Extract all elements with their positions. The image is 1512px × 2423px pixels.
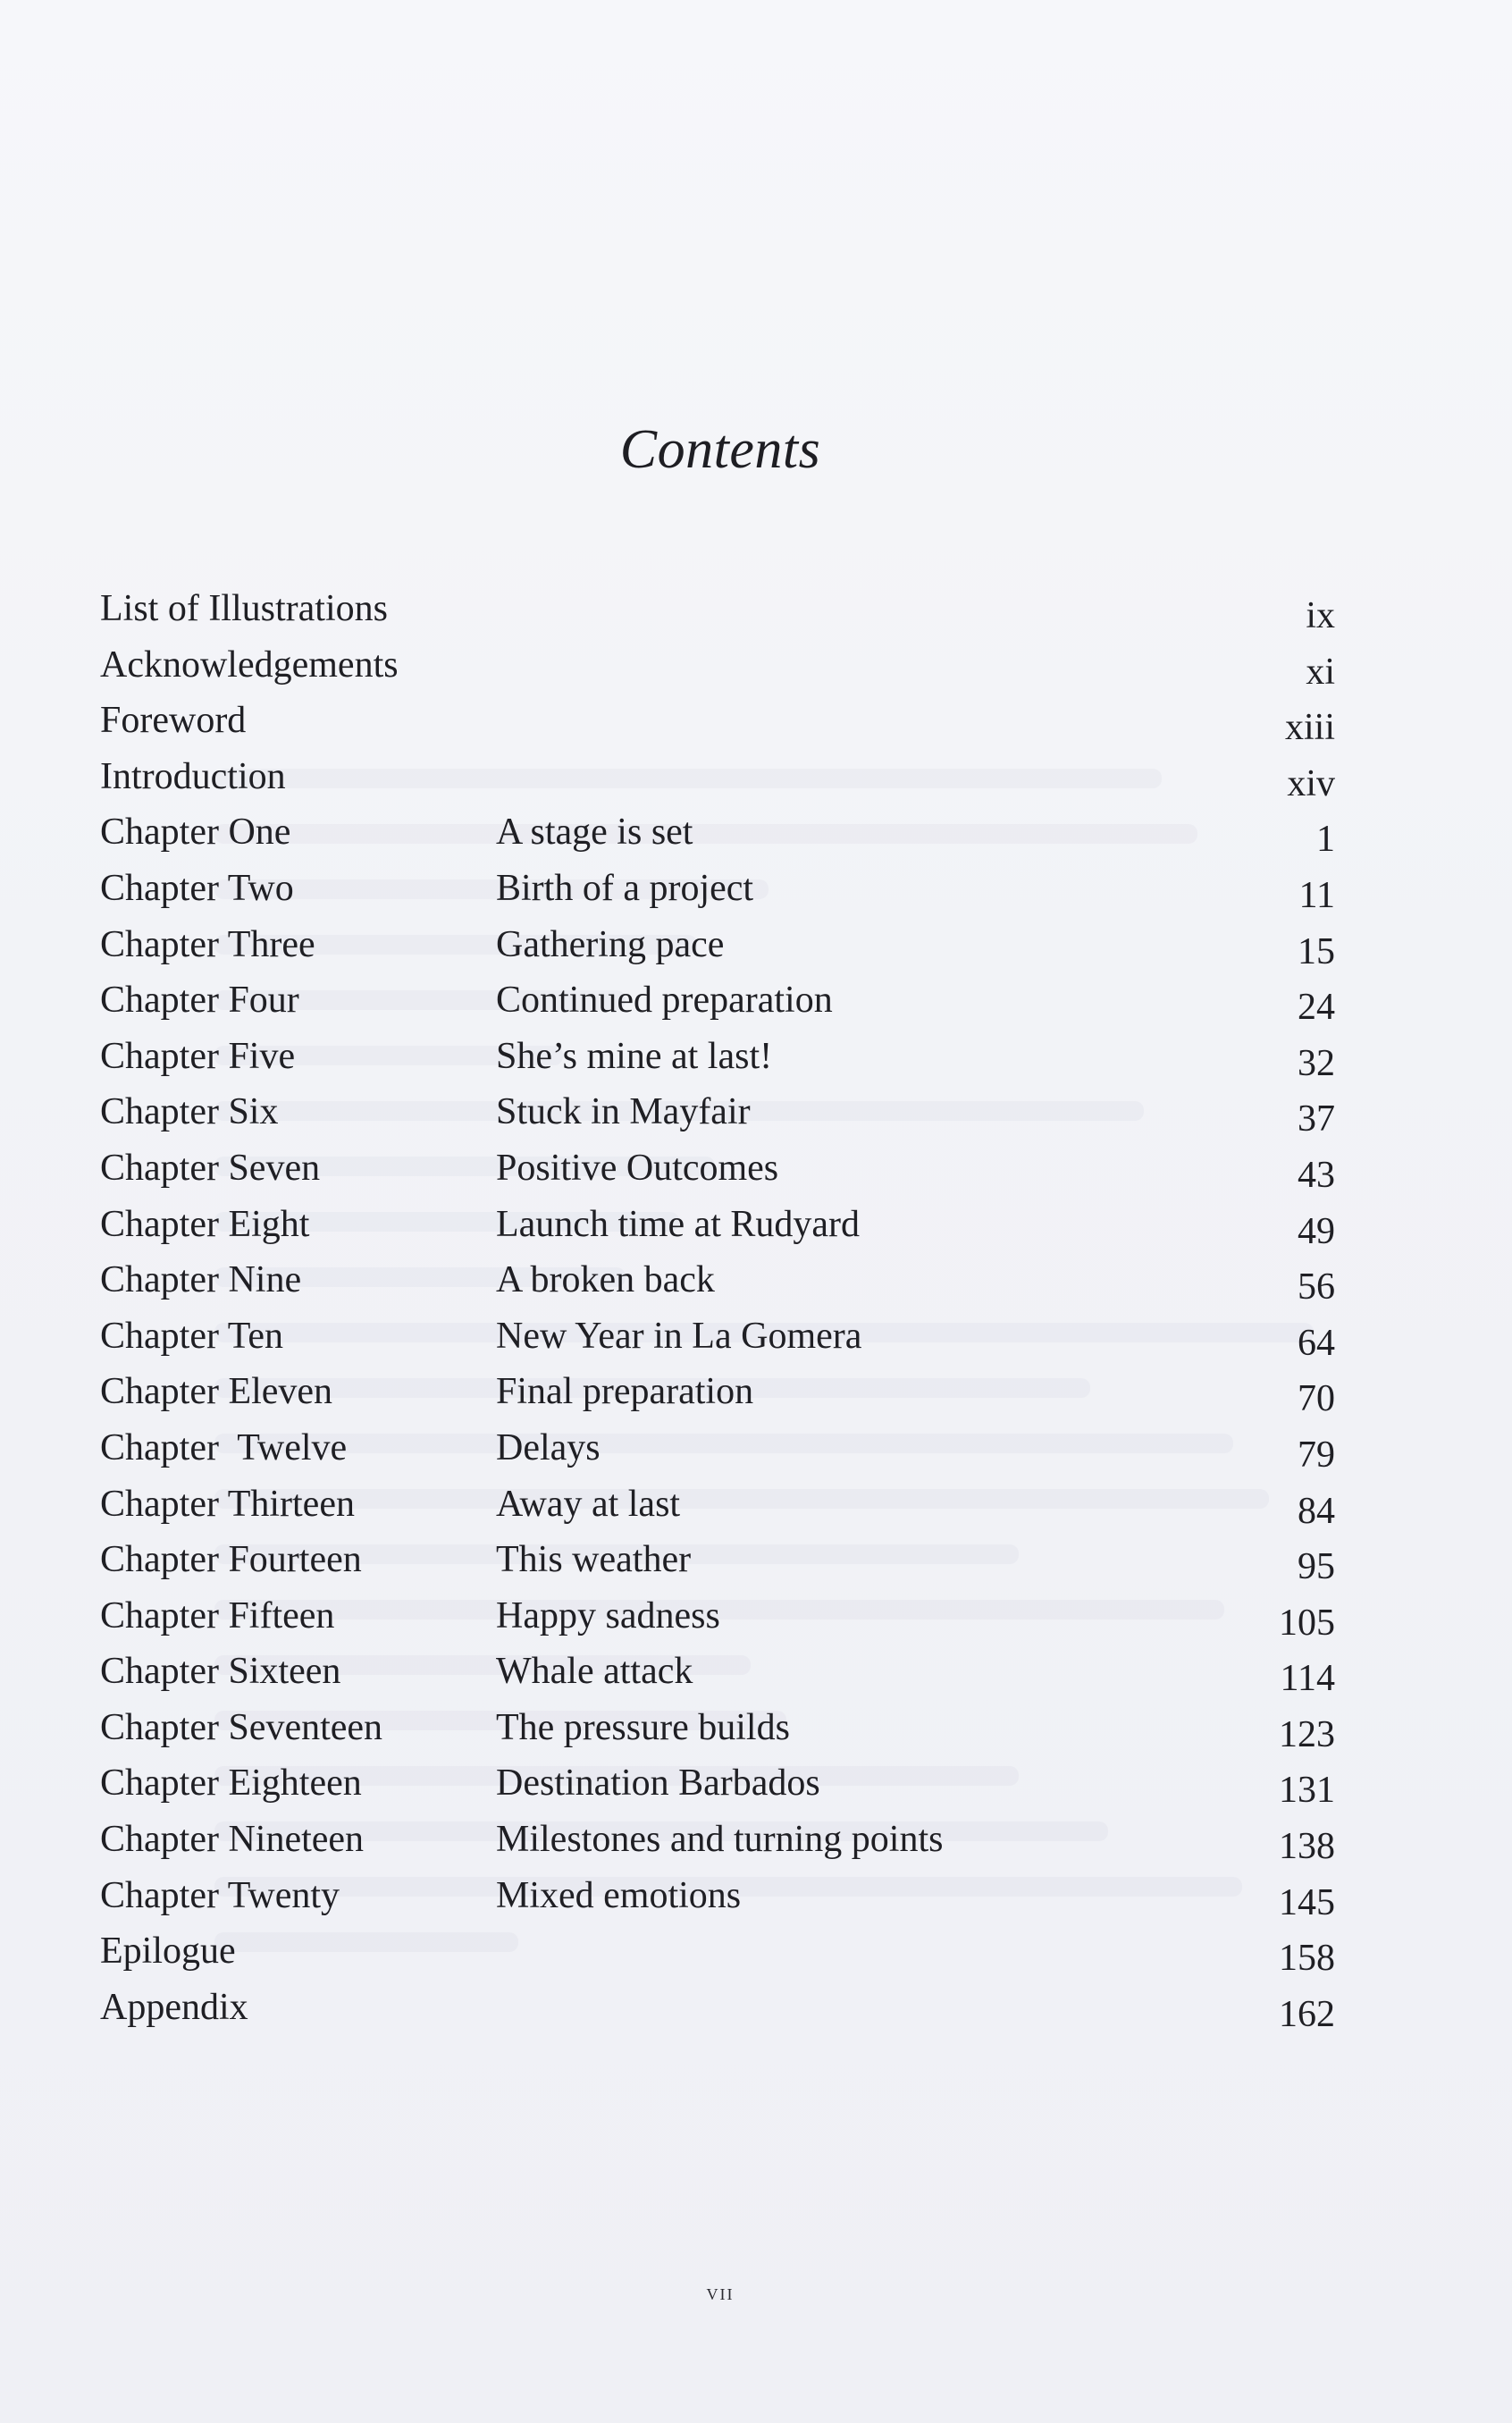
toc-entry-label: Chapter One bbox=[100, 812, 291, 854]
toc-entry bbox=[100, 804, 1335, 861]
toc-entry bbox=[100, 637, 1335, 694]
toc-entry bbox=[100, 861, 1335, 917]
toc-entry-page-number: 95 bbox=[1298, 1546, 1335, 1588]
toc-entry-label: Chapter Eighteen bbox=[100, 1763, 362, 1805]
toc-entry-title: Positive Outcomes bbox=[496, 1147, 779, 1189]
toc-entry-label: Chapter Seventeen bbox=[100, 1706, 383, 1748]
toc-entry-page-number: 11 bbox=[1298, 874, 1335, 916]
toc-entry-page-number: 105 bbox=[1279, 1602, 1335, 1644]
toc-entry-page-number: 15 bbox=[1298, 930, 1335, 972]
toc-entry-page-number: 37 bbox=[1298, 1098, 1335, 1140]
toc-entry-title: Gathering pace bbox=[496, 923, 725, 965]
toc-entry-label: Chapter Nine bbox=[100, 1259, 302, 1301]
toc-entry-label: Introduction bbox=[100, 755, 286, 797]
toc-entry bbox=[100, 1252, 1335, 1308]
toc-entry bbox=[100, 693, 1335, 749]
toc-entry-label: Chapter Four bbox=[100, 980, 299, 1022]
toc-entry-page-number: ix bbox=[1306, 595, 1335, 636]
toc-entry-title: Final preparation bbox=[496, 1371, 754, 1413]
toc-entry bbox=[100, 1644, 1335, 1700]
toc-entry-label: Chapter Seven bbox=[100, 1147, 321, 1189]
toc-entry-page-number: 84 bbox=[1298, 1490, 1335, 1532]
toc-entry bbox=[100, 1700, 1335, 1756]
toc-entry-label: Chapter Six bbox=[100, 1091, 279, 1133]
toc-entry-page-number: xiv bbox=[1287, 762, 1335, 804]
toc-entry-title: Continued preparation bbox=[496, 980, 833, 1022]
toc-entry bbox=[100, 749, 1335, 805]
toc-entry-label: Chapter Five bbox=[100, 1035, 296, 1077]
toc-entry bbox=[100, 1420, 1335, 1477]
toc-entry-label: Chapter Eleven bbox=[100, 1371, 333, 1413]
toc-entry-page-number: 79 bbox=[1298, 1434, 1335, 1476]
toc-entry bbox=[100, 1029, 1335, 1085]
toc-entry-page-number: 131 bbox=[1279, 1770, 1335, 1812]
toc-entry bbox=[100, 1308, 1335, 1365]
toc-entry-page-number: xiii bbox=[1284, 707, 1335, 749]
toc-entry-label: Chapter Ten bbox=[100, 1315, 284, 1357]
toc-entry-title: Milestones and turning points bbox=[496, 1819, 944, 1861]
toc-entry-title: Launch time at Rudyard bbox=[496, 1203, 861, 1245]
toc-entry-title: Away at last bbox=[496, 1483, 681, 1525]
toc-entry-title: New Year in La Gomera bbox=[496, 1315, 862, 1357]
toc-entry-page-number: 43 bbox=[1298, 1154, 1335, 1196]
toc-entry bbox=[100, 1980, 1335, 2036]
toc-entry-page-number: 56 bbox=[1298, 1266, 1335, 1308]
toc-entry bbox=[100, 917, 1335, 973]
toc-entry-title: Birth of a project bbox=[496, 867, 754, 909]
toc-entry bbox=[100, 1140, 1335, 1197]
toc-entry-title: A broken back bbox=[496, 1259, 715, 1301]
toc-entry-label: Foreword bbox=[100, 700, 247, 742]
toc-entry-page-number: 138 bbox=[1279, 1826, 1335, 1868]
toc-entry-label: Chapter Three bbox=[100, 923, 315, 965]
page-title: Contents bbox=[619, 419, 821, 480]
toc-entry-page-number: 64 bbox=[1298, 1322, 1335, 1364]
toc-entry-title: This weather bbox=[496, 1539, 692, 1581]
toc-entry-page-number: xi bbox=[1306, 651, 1335, 693]
toc-entry-label: Epilogue bbox=[100, 1931, 236, 1973]
toc-entry-title: Whale attack bbox=[496, 1651, 693, 1693]
toc-entry bbox=[100, 1812, 1335, 1868]
toc-entry-title: She’s mine at last! bbox=[496, 1035, 773, 1077]
toc-entry-label: Chapter Nineteen bbox=[100, 1819, 365, 1861]
toc-entry bbox=[100, 1364, 1335, 1420]
toc-entry-label: Chapter Twenty bbox=[100, 1874, 340, 1916]
toc-entry-label: Chapter Eight bbox=[100, 1203, 310, 1245]
toc-entry-page-number: 145 bbox=[1279, 1881, 1335, 1923]
toc-entry-title: Delays bbox=[496, 1426, 601, 1468]
toc-entry-title: The pressure builds bbox=[496, 1706, 790, 1748]
toc-entry-label: Chapter Twelve bbox=[100, 1426, 348, 1468]
toc-entry-label: Chapter Fourteen bbox=[100, 1539, 362, 1581]
toc-entry bbox=[100, 1197, 1335, 1253]
toc-entry-page-number: 32 bbox=[1298, 1042, 1335, 1084]
toc-entry-page-number: 49 bbox=[1298, 1210, 1335, 1252]
toc-entry bbox=[100, 972, 1335, 1029]
toc-entry bbox=[100, 1532, 1335, 1588]
toc-entry bbox=[100, 1868, 1335, 1924]
toc-entry-label: List of Illustrations bbox=[100, 588, 388, 629]
toc-entry-page-number: 123 bbox=[1279, 1713, 1335, 1755]
toc-entry bbox=[100, 1588, 1335, 1645]
toc-entry-page-number: 158 bbox=[1279, 1938, 1335, 1980]
toc-entry-title: Mixed emotions bbox=[496, 1874, 742, 1916]
toc-entry-title: A stage is set bbox=[496, 812, 693, 854]
toc-entry bbox=[100, 1755, 1335, 1812]
toc-entry bbox=[100, 1923, 1335, 1980]
toc-entry-page-number: 1 bbox=[1316, 819, 1335, 861]
toc-entry-page-number: 162 bbox=[1279, 1993, 1335, 2035]
table-of-contents bbox=[100, 581, 1335, 2035]
toc-entry-label: Chapter Thirteen bbox=[100, 1483, 355, 1525]
page-number: vii bbox=[706, 2279, 735, 2305]
toc-entry-page-number: 114 bbox=[1280, 1658, 1335, 1700]
toc-entry-title: Stuck in Mayfair bbox=[496, 1091, 751, 1133]
toc-entry-label: Chapter Two bbox=[100, 867, 294, 909]
toc-entry-title: Destination Barbados bbox=[496, 1763, 820, 1805]
toc-entry-label: Appendix bbox=[100, 1986, 248, 2028]
toc-entry-label: Chapter Sixteen bbox=[100, 1651, 341, 1693]
toc-entry bbox=[100, 1477, 1335, 1533]
toc-entry-label: Chapter Fifteen bbox=[100, 1594, 335, 1636]
toc-entry-label: Acknowledgements bbox=[100, 644, 399, 686]
toc-entry-page-number: 70 bbox=[1298, 1378, 1335, 1420]
toc-entry-title: Happy sadness bbox=[496, 1594, 720, 1636]
toc-entry bbox=[100, 581, 1335, 637]
toc-entry bbox=[100, 1084, 1335, 1140]
toc-entry-page-number: 24 bbox=[1298, 987, 1335, 1029]
